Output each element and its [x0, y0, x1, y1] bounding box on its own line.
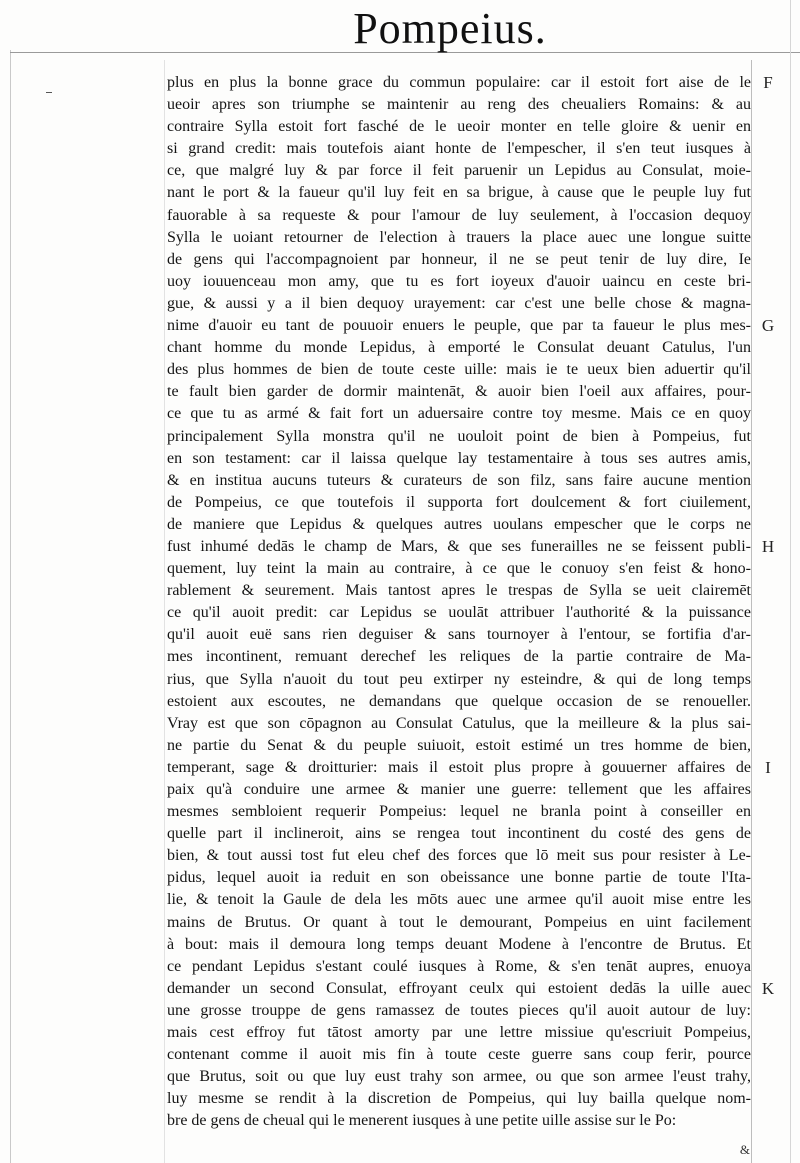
text-line: temperant, sage & droitturier: mais il estoit plus propre à gouuerner affaires de — [167, 758, 751, 776]
text-line: ne partie du Senat & du peuple suiuoit, estoit estimé un tres homme de bien, — [167, 736, 751, 754]
text-line: ce, que malgré luy & par force il feit paruenir un Lepidus au Consulat, moie- — [167, 162, 751, 180]
margin-marker-g: G — [761, 316, 775, 336]
text-line: de Pompeius, ce que toutefois il supporta fort doulcement & fort ciuilement, — [167, 493, 751, 511]
page-edge-right — [790, 0, 791, 1163]
body-text — [167, 72, 751, 1133]
text-line: demander un second Consulat, effroyant ceulx qui estoient dedās la uille auec — [167, 979, 751, 997]
text-line: plus en plus la bonne grace du commun populaire: car il estoit fort aise de le — [167, 74, 751, 91]
text-line: mes incontinent, remuant derechef les reliques de la partie contraire de Ma- — [167, 648, 751, 666]
text-line: ce qu'il auoit predit: car Lepidus se uoulāt attribuer l'authorité & la puissance — [167, 604, 751, 622]
text-line: quement, luy teint la main au contraire, à ce que le conuoy s'en feist & hono- — [167, 560, 751, 578]
text-line: gue, & aussi y a il bien dequoy urayement: car c'est une belle chose & magna- — [167, 294, 751, 312]
margin-marker-i: I — [765, 758, 771, 778]
text-line: mesmes sembloient requerir Pompeius: lequel ne branla point à conseiller en — [167, 803, 751, 821]
text-line: ueoir apres son triumphe se maintenir au reng des cheualiers Romains: & au — [167, 96, 751, 114]
text-line: si grand credit: mais toutefois aiant honte de l'empescher, il s'en teut iusques à — [167, 140, 751, 158]
text-line: qu'il auoit euë sans rien deguiser & sans tournoyer à l'entour, se fortifia d'ar- — [167, 626, 751, 644]
text-line: pidus, lequel auoit ia reduit en son obeissance une bonne partie de toute l'Ita- — [167, 869, 751, 887]
text-line: une grosse trouppe de gens ramassez de toutes pieces qu'il auoit autour de luy: — [167, 1001, 751, 1019]
text-line: bien, & tout aussi tost fut eleu chef des forces que lō meit sus pour resister à Le- — [167, 847, 751, 865]
text-line: luy mesme se rendit à la discretion de Pompeius, qui luy bailla quelque nom- — [167, 1090, 751, 1108]
text-line: ce pendant Lepidus s'estant coulé iusques à Rome, & s'en tenāt aupres, enuoya — [167, 957, 751, 975]
page-edge-left — [10, 50, 11, 1163]
text-line: quelle part il inclineroit, ains se rengea tout incontinent du costé des gens de — [167, 825, 751, 843]
text-line: rablement & seurement. Mais tantost apres le trespas de Sylla se ueit clairemēt — [167, 582, 751, 600]
text-line: en son testament: car il laissa quelque lay testamentaire à tous ses autres amis, — [167, 449, 751, 467]
text-line: uoy iouuenceau mon amy, que tu es fort ioyeux d'auoir uaincu en ceste bri- — [167, 272, 751, 290]
text-line: de maniere que Lepidus & quelques autres uoulans empescher que le corps ne — [167, 515, 751, 533]
text-line: nime d'auoir eu tant de pouuoir enuers le peuple, que par ta faueur le plus mes- — [167, 317, 751, 335]
margin-marker-k: K — [761, 979, 775, 999]
text-line: te fault bien garder de dormir maintenāt, & auoir bien l'oeil aux affaires, pour- — [167, 383, 751, 401]
text-line: à bout: mais il demoura long temps deuant Modene à l'encontre de Brutus. Et — [167, 935, 751, 953]
text-frame-right-rule — [751, 60, 752, 1163]
text-line: fauorable à sa requeste & pour l'amour de luy seulement, à l'occasion dequoy — [167, 206, 751, 224]
text-line: Vray est que son cōpagnon au Consulat Catulus, que la meilleure & la plus sai- — [167, 714, 751, 732]
gutter-rule — [164, 60, 165, 1163]
text-line: paix qu'à conduire une armee & manier une guerre: tellement que les affaires — [167, 781, 751, 798]
text-line: de gens qui l'accompagnoient par honneur, il ne se peut tenir de luy dire, Ie — [167, 250, 751, 268]
text-line: des plus hommes de bien de toute ceste uille: mais ie te ueux bien aduertir qu'il — [167, 361, 751, 379]
text-line: principalement Sylla monstra qu'il ne uouloit point de bien à Pompeius, fut — [167, 427, 751, 445]
margin-marker-f: F — [763, 73, 773, 92]
text-line: ce que tu as armé & fait fort un aduersaire contre toy mesme. Mais ce en quoy — [167, 405, 751, 423]
running-title: Pompeius. — [353, 4, 547, 53]
text-line: estoient aux escoutes, ne demandans que quelque occasion de se renoueller. — [167, 692, 751, 710]
text-line: fust inhumé dedās le champ de Mars, & que ses funerailles ne se feissent publi- — [167, 537, 751, 555]
text-line: nant le port & la faueur qu'il luy feit en sa brigue, à cause que le peuple luy fut — [167, 184, 751, 202]
text-line: Sylla le uoiant retourner de l'election à trauers la place auec une longue suitte — [167, 228, 751, 246]
text-line: bre de gens de cheual qui le menerent iusques à une petite uille assise sur le Po: — [167, 1112, 677, 1130]
text-line: mais cest effroy fut tātost amorty par une lettre missiue qu'escriuit Pompeius, — [167, 1024, 751, 1042]
text-line: mains de Brutus. Or quant à tout le demourant, Pompeius en uint facilement — [167, 913, 751, 931]
text-line: lie, & tenoit la Gaule de dela les mōts auec une armee qu'il auoit mise entre les — [167, 891, 751, 909]
text-line: rius, que Sylla n'auoit du tout peu extirper ny esteindre, & qui de long temps — [167, 670, 751, 688]
catchword: & — [739, 1142, 750, 1157]
text-line: chant homme du monde Lepidus, à emporté le Consulat deuant Catulus, l'un — [167, 339, 751, 357]
margin-tick-mark — [46, 92, 52, 93]
margin-marker-h: H — [761, 537, 775, 557]
text-line: contraire Sylla estoit fort fasché de le ueoir monter en telle gloire & uenir en — [167, 118, 751, 136]
text-line: que Brutus, soit ou que luy eust trahy son armee, ou que son armee l'eust trahy, — [167, 1068, 751, 1086]
text-line: contenant comme il auoit mis fin à toute ceste guerre sans coup ferir, pource — [167, 1046, 751, 1064]
text-line: & en institua aucuns tuteurs & curateurs de son filz, sans faire aucune mention — [167, 471, 751, 489]
